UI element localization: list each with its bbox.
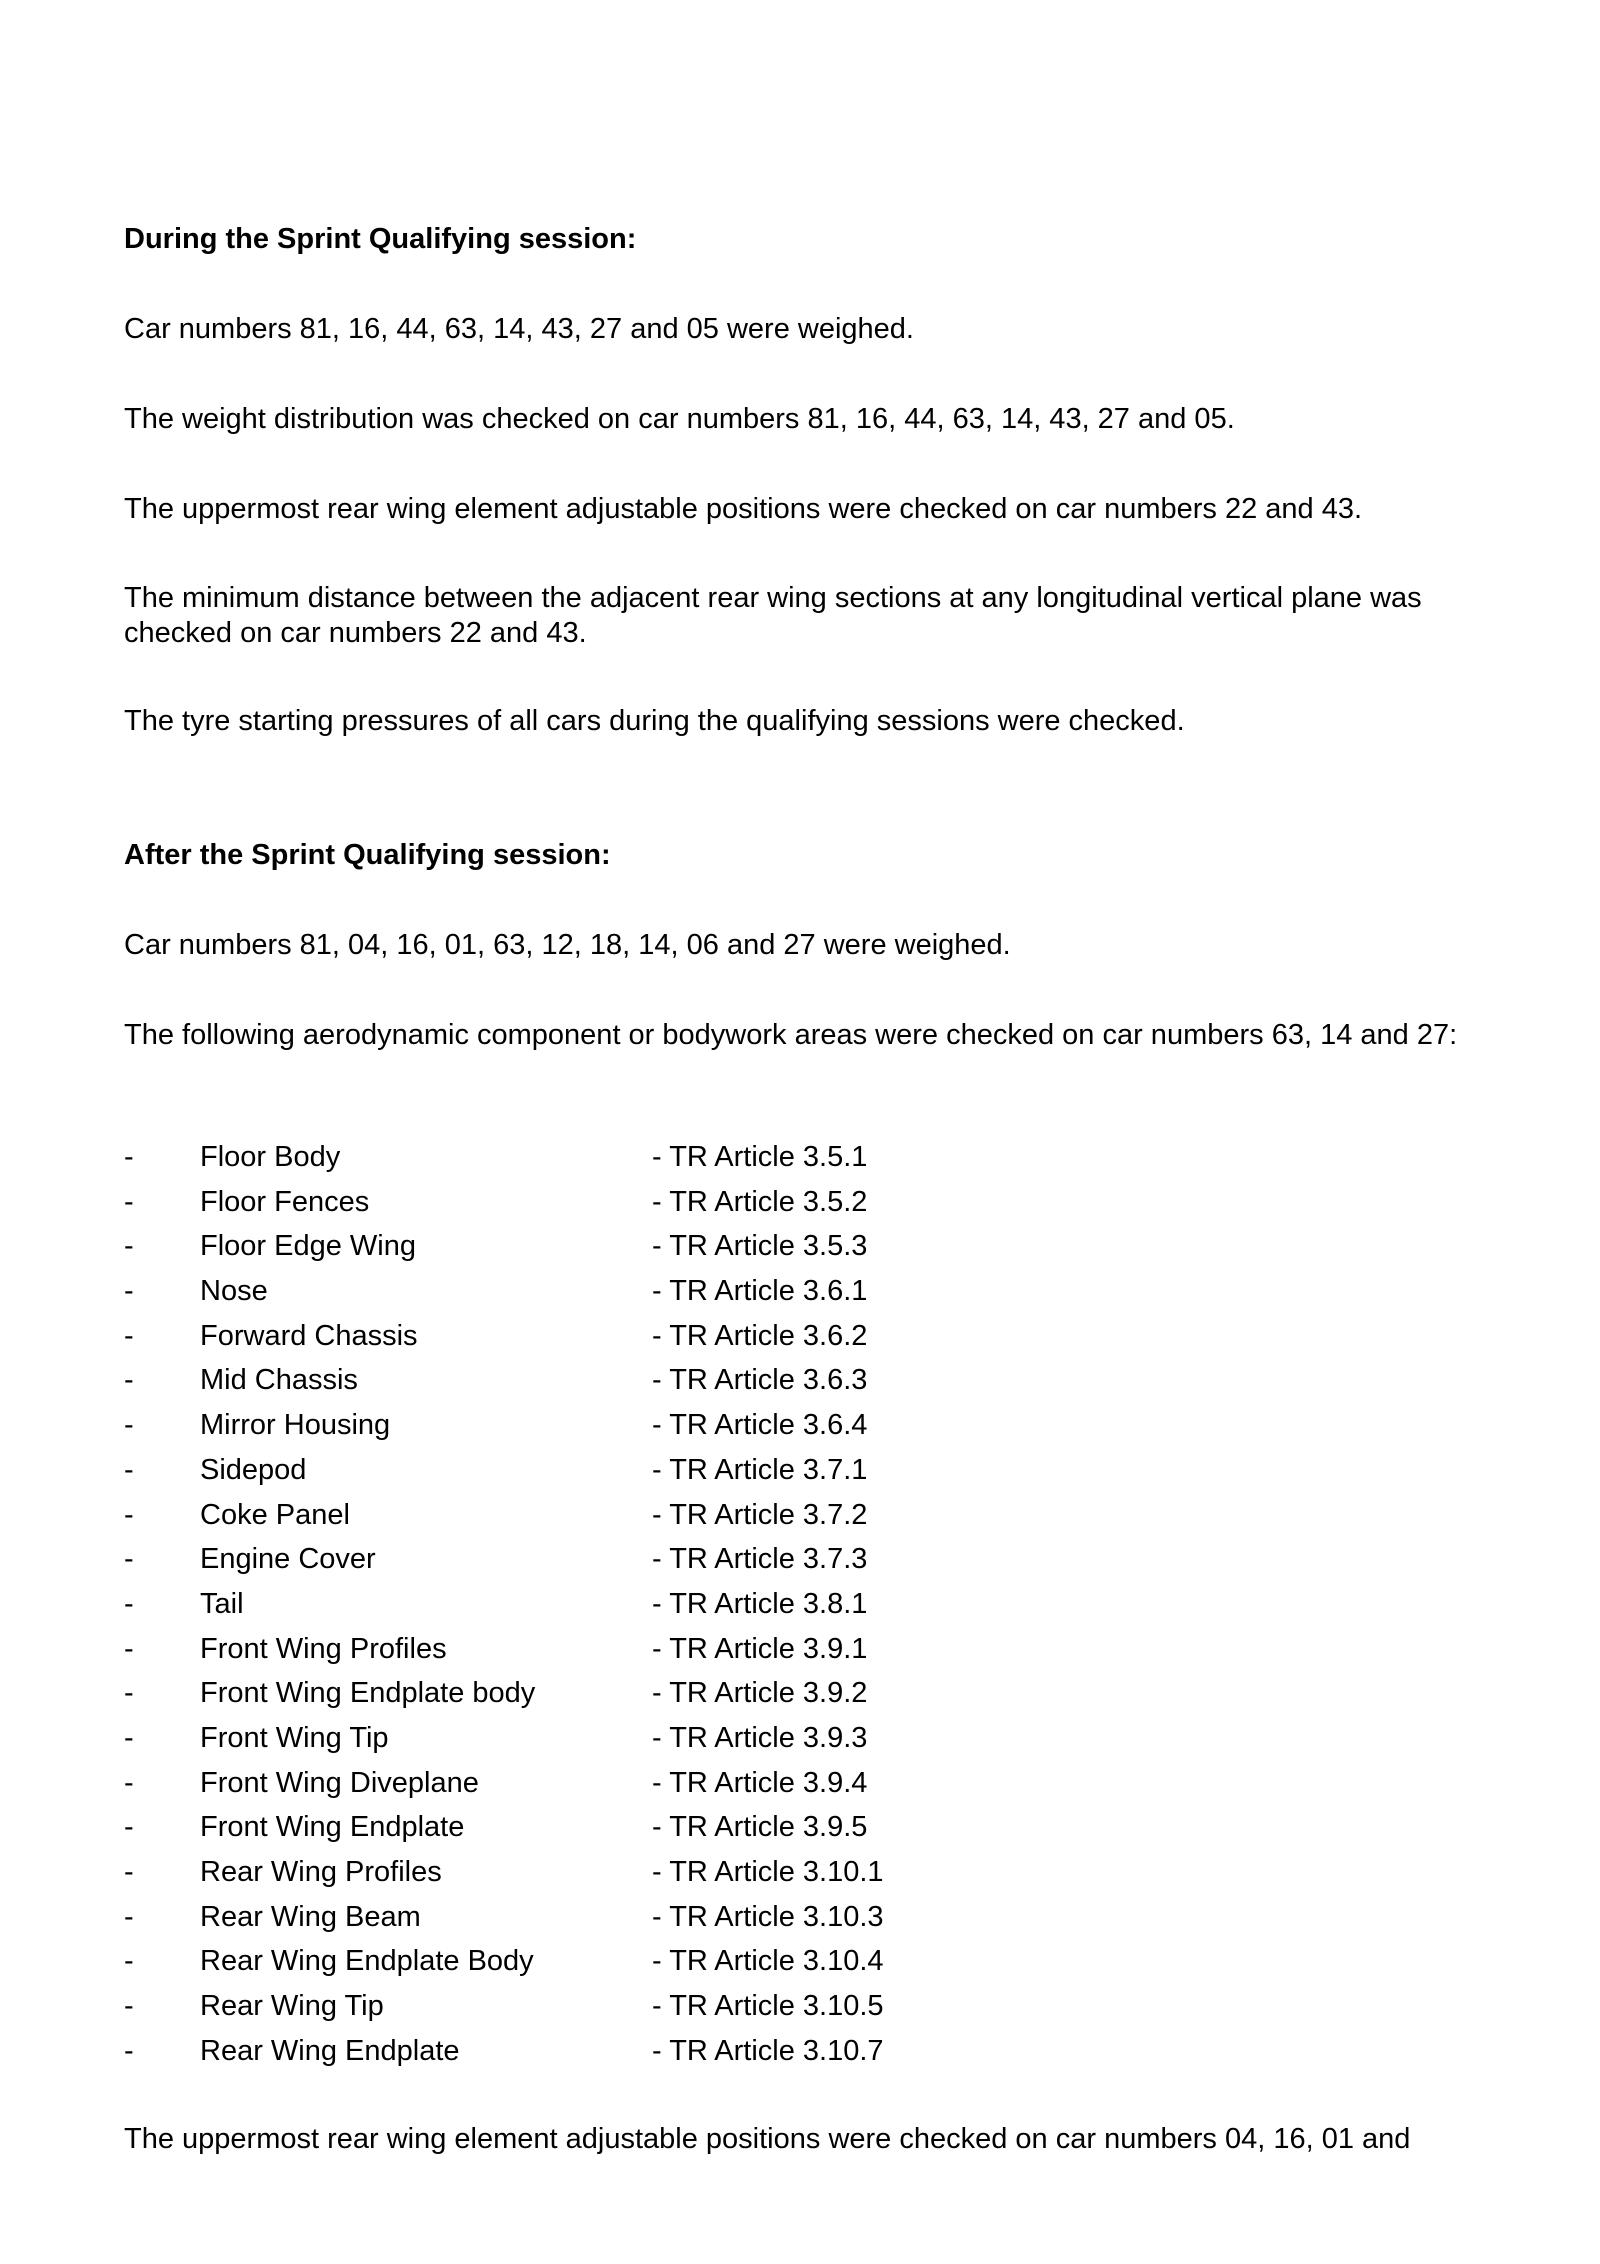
tr-article-reference: - TR Article 3.6.4: [652, 1409, 868, 1442]
component-name: Floor Fences: [200, 1185, 370, 1218]
list-item: [124, 1632, 1024, 1677]
component-name: Engine Cover: [200, 1543, 376, 1576]
after-weighed-paragraph: Car numbers 81, 04, 16, 01, 63, 12, 18, 14, 06 and 27 were weighed.: [124, 929, 1011, 961]
tr-article-reference: - TR Article 3.7.2: [652, 1498, 868, 1531]
list-item-dash: -: [124, 1721, 134, 1754]
list-item-dash: -: [124, 1364, 134, 1397]
list-item-dash: -: [124, 1677, 134, 1710]
list-item: [124, 1453, 1024, 1498]
weight-distribution-paragraph: The weight distribution was checked on car numbers 81, 16, 44, 63, 14, 43, 27 and 05.: [124, 403, 1235, 435]
component-name: Rear Wing Endplate Body: [200, 1945, 534, 1978]
list-item: [124, 1855, 1024, 1900]
tr-article-reference: - TR Article 3.8.1: [652, 1587, 868, 1620]
component-name: Rear Wing Beam: [200, 1900, 421, 1933]
tr-article-reference: - TR Article 3.6.3: [652, 1364, 868, 1397]
list-item: [124, 1363, 1024, 1408]
component-name: Front Wing Diveplane: [200, 1766, 479, 1799]
list-item-dash: -: [124, 1319, 134, 1352]
list-item: [124, 2034, 1024, 2079]
list-item-dash: -: [124, 1498, 134, 1531]
component-name: Coke Panel: [200, 1498, 350, 1531]
tr-article-reference: - TR Article 3.10.1: [652, 1856, 884, 1888]
list-item-dash: -: [124, 1856, 134, 1888]
list-item: [124, 1319, 1024, 1364]
tr-article-reference: - TR Article 3.5.2: [652, 1185, 868, 1218]
list-item: [124, 1587, 1024, 1632]
component-name: Nose: [200, 1275, 268, 1308]
tr-article-reference: - TR Article 3.5.3: [652, 1230, 868, 1263]
list-item: [124, 1721, 1024, 1766]
list-item: [124, 1140, 1024, 1185]
list-item-dash: -: [124, 1409, 134, 1442]
list-item: [124, 1408, 1024, 1453]
list-item: [124, 1542, 1024, 1587]
closing-paragraph: The uppermost rear wing element adjustable positions were checked on car numbers 04, 16, 01 and: [124, 2123, 1411, 2155]
during-weighed-paragraph: Car numbers 81, 16, 44, 63, 14, 43, 27 and 05 were weighed.: [124, 313, 914, 345]
tr-article-reference: - TR Article 3.5.1: [652, 1141, 868, 1173]
tr-article-reference: - TR Article 3.6.1: [652, 1275, 868, 1308]
aero-checks-intro: The following aerodynamic component or bodywork areas were checked on car numbers 63, 14 and 27:: [124, 1019, 1458, 1051]
list-item-dash: -: [124, 2034, 134, 2067]
component-name: Rear Wing Profiles: [200, 1856, 442, 1888]
list-item-dash: -: [124, 1453, 134, 1486]
tr-article-reference: - TR Article 3.9.3: [652, 1721, 868, 1754]
tr-article-reference: - TR Article 3.7.3: [652, 1543, 868, 1576]
list-item: [124, 1766, 1024, 1811]
component-name: Front Wing Endplate body: [200, 1677, 536, 1710]
list-item-dash: -: [124, 1185, 134, 1218]
component-name: Rear Wing Endplate: [200, 2034, 460, 2067]
list-item-dash: -: [124, 1766, 134, 1799]
list-item: [124, 1229, 1024, 1274]
tyre-pressures-paragraph: The tyre starting pressures of all cars during the qualifying sessions were checked.: [124, 705, 1185, 737]
list-item: [124, 1274, 1024, 1319]
component-name: Mid Chassis: [200, 1364, 358, 1397]
component-name: Floor Edge Wing: [200, 1230, 416, 1263]
component-name: Forward Chassis: [200, 1319, 418, 1352]
list-item-dash: -: [124, 1632, 134, 1665]
list-item: [124, 1989, 1024, 2034]
list-item-dash: -: [124, 1587, 134, 1620]
tr-article-reference: - TR Article 3.9.4: [652, 1766, 868, 1799]
tr-article-reference: - TR Article 3.9.2: [652, 1677, 868, 1710]
during-session-heading: During the Sprint Qualifying session:: [124, 223, 637, 255]
component-name: Front Wing Tip: [200, 1721, 389, 1754]
list-item: [124, 1810, 1024, 1855]
component-name: Sidepod: [200, 1453, 307, 1486]
tr-article-reference: - TR Article 3.10.7: [652, 2034, 884, 2067]
list-item: [124, 1185, 1024, 1230]
list-item-dash: -: [124, 1543, 134, 1576]
list-item: [124, 1900, 1024, 1945]
list-item-dash: -: [124, 1811, 134, 1844]
tr-article-reference: - TR Article 3.10.5: [652, 1990, 884, 2023]
list-item: [124, 1498, 1024, 1543]
list-item-dash: -: [124, 1141, 134, 1173]
list-item: [124, 1944, 1024, 1989]
list-item-dash: -: [124, 1945, 134, 1978]
component-name: Mirror Housing: [200, 1409, 391, 1442]
rear-wing-positions-paragraph: The uppermost rear wing element adjustable positions were checked on car numbers 22 and 43.: [124, 493, 1363, 525]
component-name: Tail: [200, 1587, 244, 1620]
after-session-heading: After the Sprint Qualifying session:: [124, 839, 611, 871]
tr-article-reference: - TR Article 3.10.3: [652, 1900, 884, 1933]
list-item-dash: -: [124, 1900, 134, 1933]
component-name: Front Wing Endplate: [200, 1811, 465, 1844]
list-item-dash: -: [124, 1230, 134, 1263]
list-item-dash: -: [124, 1990, 134, 2023]
component-name: Floor Body: [200, 1141, 341, 1173]
tr-article-reference: - TR Article 3.9.5: [652, 1811, 868, 1844]
tr-article-reference: - TR Article 3.10.4: [652, 1945, 884, 1978]
tr-article-reference: - TR Article 3.9.1: [652, 1632, 868, 1665]
tr-article-reference: - TR Article 3.7.1: [652, 1453, 868, 1486]
component-name: Front Wing Profiles: [200, 1632, 447, 1665]
aero-component-list: [124, 1140, 1024, 2078]
list-item-dash: -: [124, 1275, 134, 1308]
rear-wing-distance-paragraph: The minimum distance between the adjacent rear wing sections at any longitudinal vertical plane was checked on car numbers 22 and 43.: [124, 582, 1422, 649]
list-item: [124, 1676, 1024, 1721]
tr-article-reference: - TR Article 3.6.2: [652, 1319, 868, 1352]
component-name: Rear Wing Tip: [200, 1990, 384, 2023]
